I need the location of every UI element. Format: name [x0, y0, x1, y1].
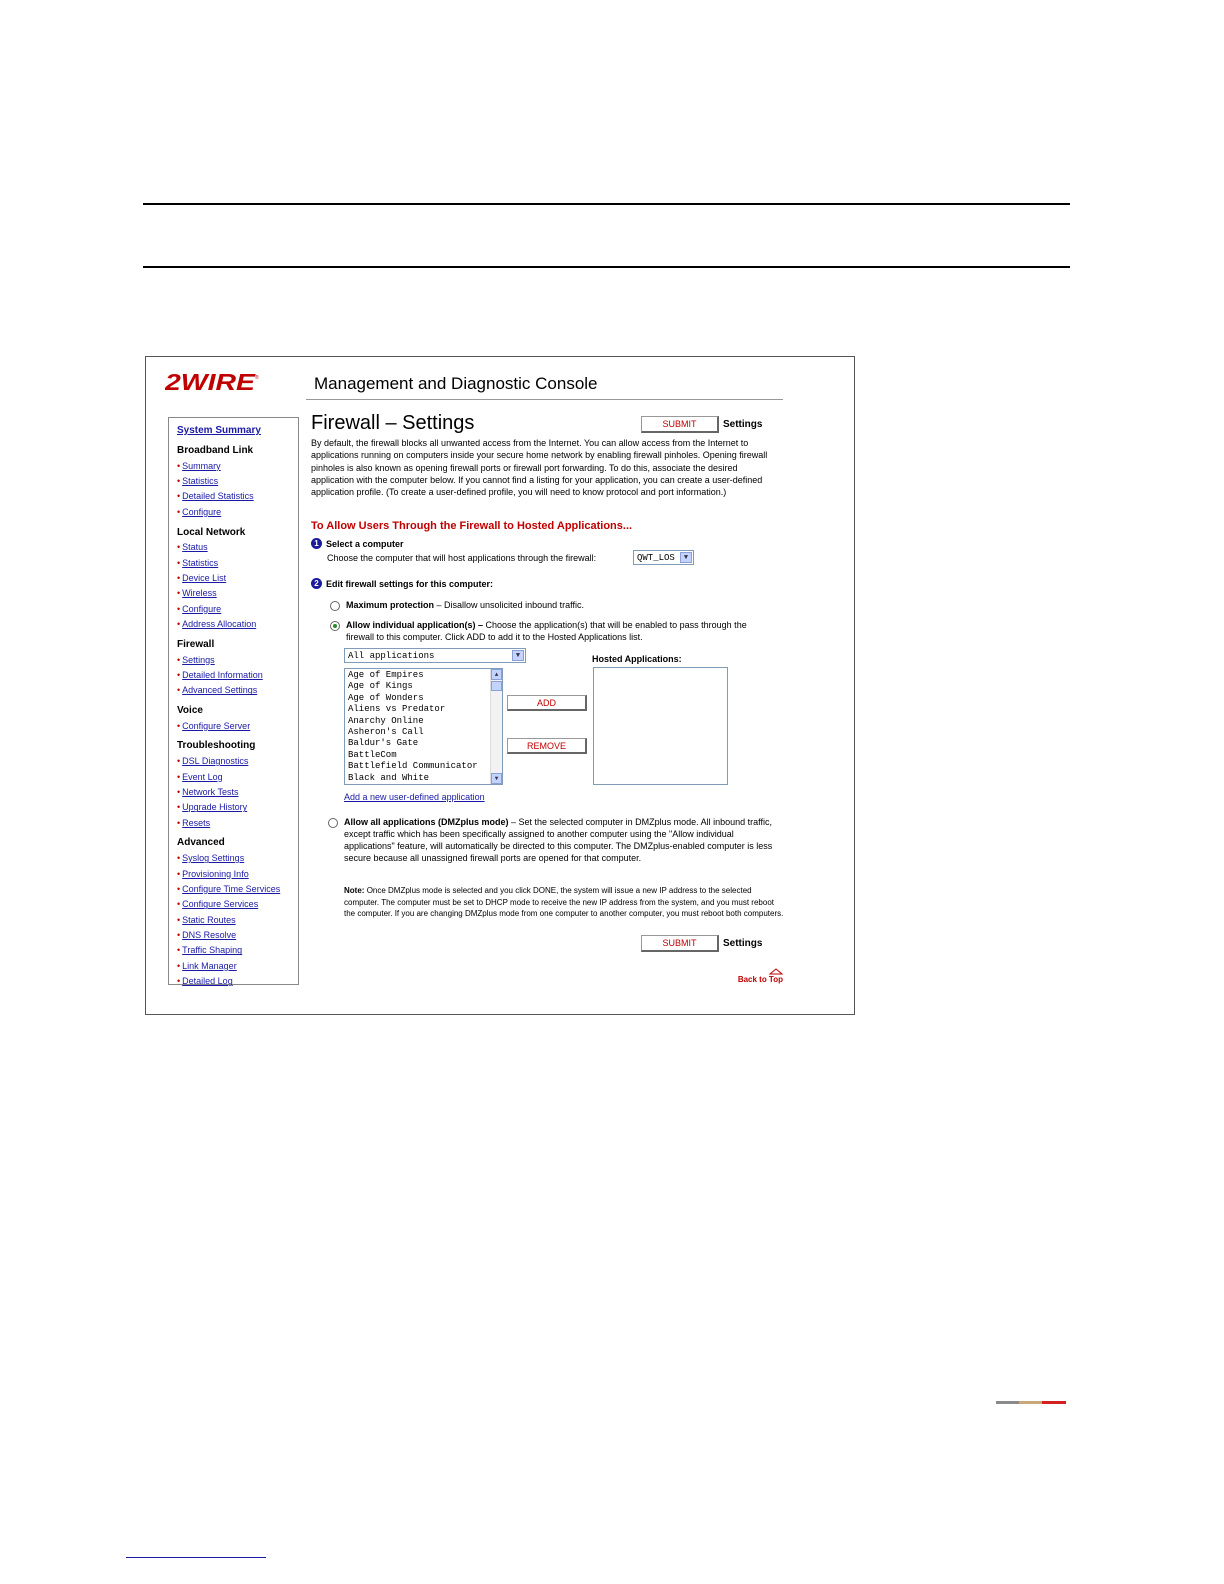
radio-dmzplus[interactable] — [328, 818, 338, 828]
submit-row-top — [641, 416, 762, 433]
hosted-apps-label: Hosted Applications: — [592, 654, 682, 664]
sidebar-item[interactable] — [177, 769, 298, 784]
application-option[interactable]: Age of Wonders — [348, 692, 424, 703]
sidebar-heading: Troubleshooting — [177, 740, 256, 752]
remove-button[interactable]: REMOVE — [507, 738, 587, 754]
sidebar-item-label[interactable]: Configure — [182, 506, 222, 517]
sidebar-item-label[interactable]: Provisioning Info — [182, 868, 249, 879]
step-1-number-icon: 1 — [311, 538, 322, 549]
hosted-applications-listbox[interactable] — [593, 667, 728, 785]
dmz-note — [344, 885, 784, 920]
sidebar-item[interactable] — [177, 800, 298, 815]
step-2-number-icon: 2 — [311, 578, 322, 589]
sidebar-item[interactable] — [177, 943, 298, 958]
sidebar-item-label[interactable]: Settings — [182, 654, 215, 665]
sidebar-item[interactable] — [177, 850, 298, 865]
sidebar-item-label[interactable]: Address Allocation — [182, 619, 257, 630]
back-to-top-link[interactable] — [711, 968, 783, 984]
sidebar-item[interactable] — [177, 683, 298, 698]
svg-text:®: ® — [255, 375, 259, 381]
bullet-icon: • — [177, 720, 181, 731]
sidebar-item-label[interactable]: Configure Services — [182, 899, 259, 910]
sidebar-item[interactable] — [177, 912, 298, 927]
bullet-icon: • — [177, 542, 181, 553]
applications-list — [345, 670, 502, 784]
note-label: Note: — [344, 886, 365, 895]
footer-color-segment — [996, 1401, 1019, 1404]
sidebar-item[interactable] — [177, 489, 298, 504]
sidebar-item-label[interactable]: Device List — [182, 573, 227, 584]
application-option[interactable]: Asheron's Call — [348, 726, 424, 737]
scroll-thumb[interactable] — [491, 681, 502, 691]
footnote-rule — [126, 1557, 266, 1558]
sidebar-item[interactable] — [177, 784, 298, 799]
bullet-icon: • — [177, 557, 181, 568]
step-1-heading — [311, 538, 404, 549]
application-option[interactable]: Battlefield Communicator — [348, 761, 478, 772]
submit-button-bottom[interactable]: SUBMIT — [641, 935, 719, 952]
console-title: Management and Diagnostic Console — [314, 374, 598, 393]
sidebar-item-label[interactable]: Statistics — [182, 557, 219, 568]
option-dmz-title: Allow all applications (DMZplus mode) — [344, 817, 509, 827]
bullet-icon: • — [177, 476, 181, 487]
sidebar-item-label[interactable]: Upgrade History — [182, 802, 248, 813]
app-filter-value: All applications — [348, 651, 435, 661]
sidebar-item[interactable] — [177, 570, 298, 585]
bullet-icon: • — [177, 685, 181, 696]
bullet-icon: • — [177, 853, 181, 864]
bullet-icon: • — [177, 960, 181, 971]
option-individual-title: Allow individual application(s) – — [346, 620, 484, 630]
bullet-icon: • — [177, 945, 181, 956]
sidebar-heading: Advanced — [177, 837, 225, 849]
sidebar-item[interactable] — [177, 815, 298, 830]
sidebar-system-summary-link[interactable]: System Summary — [177, 425, 261, 436]
application-option[interactable]: Age of Kings — [348, 681, 413, 692]
note-text: Once DMZplus mode is selected and you click DONE, the system will issue a new IP address to the selected computer. The computer must be set to DHCP mode to receive the new IP address from the system, and you must reboot the computer. If you are changing DMZplus mode from one computer to another computer, you must reboot both computers. — [344, 886, 784, 918]
bullet-icon: • — [177, 491, 181, 502]
option-max-desc: – Disallow unsolicited inbound traffic. — [436, 600, 584, 610]
computer-select[interactable] — [633, 550, 694, 565]
sidebar-item[interactable] — [177, 927, 298, 942]
sidebar-heading: Firewall — [177, 638, 215, 650]
application-option[interactable]: Age of Empires — [348, 670, 424, 680]
sidebar-item-label[interactable]: Status — [182, 542, 208, 553]
application-option[interactable]: BattleCom — [348, 749, 397, 760]
sidebar-item-label[interactable]: Traffic Shaping — [182, 945, 243, 956]
add-button[interactable]: ADD — [507, 695, 587, 711]
bullet-icon: • — [177, 868, 181, 879]
bullet-icon: • — [177, 654, 181, 665]
footer-color-segment — [1042, 1401, 1066, 1404]
intro-text: By default, the firewall blocks all unwanted access from the Internet. You can allow access from the Internet to applications running on computers inside your secure home network by enabling firewall pinholes. Opening firewall pinholes is also known as opening firewall ports or firewall port forwarding. To do this, associate the desired application with the computer below. If you cannot find a listing for your application, you can create a user-defined application profile. (To create a user-defined profile, you will need to know protocol and port information.) — [311, 438, 768, 498]
sidebar-item-label[interactable]: Configure Server — [182, 720, 251, 731]
chevron-down-icon[interactable]: ▼ — [512, 650, 524, 661]
sidebar-item-label[interactable]: DNS Resolve — [182, 930, 237, 941]
sidebar-heading: Broadband Link — [177, 445, 254, 456]
radio-maximum-protection[interactable] — [330, 601, 340, 611]
sidebar-item-label[interactable]: Wireless — [182, 588, 217, 599]
add-user-defined-app-link[interactable]: Add a new user-defined application — [344, 792, 485, 802]
sidebar-item-label[interactable]: Network Tests — [182, 786, 239, 797]
sidebar-item-label[interactable]: Configure Time Services — [182, 883, 281, 894]
sidebar-heading: Voice — [177, 705, 203, 717]
sidebar-item[interactable] — [177, 974, 298, 989]
svg-text:2WIRE: 2WIRE — [165, 371, 256, 393]
sidebar-item-label[interactable]: Statistics — [182, 476, 219, 487]
sidebar-item-label[interactable]: Advanced Settings — [182, 685, 258, 696]
scroll-up-icon[interactable]: ▲ — [491, 669, 502, 680]
sidebar-item[interactable] — [177, 866, 298, 881]
sidebar-item-label[interactable]: Detailed Information — [182, 669, 263, 680]
option-individual-text — [346, 619, 776, 643]
sidebar-item-label[interactable]: Configure — [182, 603, 222, 614]
option-individual-desc: Choose the application(s) that will be enabled to pass through the firewall to this computer. Click ADD to add it to the Hosted Applications list. — [346, 620, 747, 642]
sidebar-nav — [168, 417, 299, 985]
back-to-top-icon — [769, 968, 783, 975]
sidebar-item-label[interactable]: Static Routes — [182, 914, 236, 925]
sidebar-item-label[interactable]: Detailed Log — [182, 976, 233, 987]
2wire-logo-icon — [165, 371, 261, 393]
computer-select-value: QWT_LOS — [637, 553, 675, 563]
sidebar-item-label[interactable]: Event Log — [182, 771, 223, 782]
option-max-text — [346, 599, 584, 611]
sidebar-item-label[interactable]: Detailed Statistics — [182, 491, 254, 502]
bullet-icon: • — [177, 786, 181, 797]
applications-listbox[interactable] — [344, 668, 503, 785]
app-filter-select[interactable] — [344, 648, 526, 663]
back-to-top-label: Back to Top — [737, 975, 783, 984]
sidebar-item[interactable] — [177, 458, 298, 473]
sidebar-item-label[interactable]: DSL Diagnostics — [182, 756, 249, 767]
chevron-down-icon[interactable]: ▼ — [680, 552, 692, 563]
bullet-icon: • — [177, 883, 181, 894]
sidebar-item-label[interactable]: Resets — [182, 817, 211, 828]
submit-settings-label: Settings — [723, 419, 763, 430]
sidebar-item[interactable] — [177, 897, 298, 912]
screenshot-frame — [145, 356, 855, 1015]
step-2-heading — [311, 578, 493, 589]
sidebar-item[interactable] — [177, 718, 298, 733]
sidebar-item[interactable] — [177, 473, 298, 488]
header-rule-bottom — [143, 266, 1070, 268]
option-dmz-text — [344, 816, 778, 864]
sidebar-item[interactable] — [177, 504, 298, 519]
bullet-icon: • — [177, 573, 181, 584]
bullet-icon: • — [177, 619, 181, 630]
bullet-icon: • — [177, 930, 181, 941]
sidebar-item[interactable] — [177, 667, 298, 682]
application-option[interactable]: Anarchy Online — [348, 715, 424, 726]
radio-allow-individual[interactable] — [330, 621, 340, 631]
bullet-icon: • — [177, 817, 181, 828]
sidebar-item-label[interactable]: Summary — [182, 460, 221, 471]
bullet-icon: • — [177, 976, 181, 987]
sidebar-item-label[interactable]: Link Manager — [182, 960, 237, 971]
sidebar-item[interactable] — [177, 753, 298, 768]
submit-row-bottom — [641, 935, 762, 952]
option-dmz-desc: – Set the selected computer in DMZplus mode. All inbound traffic, except traffic which has been specifically assigned to another computer using the "Allow individual applications" feature, will automatically be directed to this computer. The DMZplus-enabled computer is less secure because all unassigned firewall ports are opened for that computer. — [344, 817, 773, 863]
footer-color-segment — [1019, 1401, 1042, 1404]
option-max-title: Maximum protection — [346, 600, 435, 610]
application-option[interactable]: Aliens vs Predator — [348, 704, 446, 715]
step-2-title: Edit firewall settings for this computer: — [326, 578, 494, 589]
header-rule-top — [143, 203, 1070, 205]
section-heading: To Allow Users Through the Firewall to Hosted Applications... — [311, 520, 633, 532]
bullet-icon: • — [177, 669, 181, 680]
submit-button-top[interactable]: SUBMIT — [641, 416, 719, 433]
bullet-icon: • — [177, 506, 181, 517]
page-title: Firewall – Settings — [311, 412, 475, 434]
applications-scrollbar[interactable] — [490, 669, 502, 784]
step-1-text: Choose the computer that will host applications through the firewall: — [327, 553, 597, 563]
bullet-icon: • — [177, 460, 181, 471]
application-option[interactable]: Baldur's Gate — [348, 738, 419, 749]
sidebar-item[interactable] — [177, 555, 298, 570]
bullet-icon: • — [177, 914, 181, 925]
sidebar-item[interactable] — [177, 586, 298, 601]
bullet-icon: • — [177, 603, 181, 614]
step-1-title: Select a computer — [326, 538, 404, 549]
bullet-icon: • — [177, 899, 181, 910]
sidebar-item[interactable] — [177, 881, 298, 896]
sidebar-heading: Local Network — [177, 526, 246, 538]
bullet-icon: • — [177, 771, 181, 782]
sidebar-item-label[interactable]: Syslog Settings — [182, 853, 245, 864]
sidebar-item[interactable] — [177, 540, 298, 555]
brand-logo — [165, 371, 261, 398]
sidebar-item[interactable] — [177, 601, 298, 616]
bullet-icon: • — [177, 756, 181, 767]
scroll-down-icon[interactable]: ▼ — [491, 773, 502, 784]
sidebar-item[interactable] — [177, 652, 298, 667]
sidebar-item[interactable] — [177, 617, 298, 632]
application-option[interactable]: Black and White — [348, 772, 430, 783]
bullet-icon: • — [177, 802, 181, 813]
title-divider — [306, 399, 783, 400]
bullet-icon: • — [177, 588, 181, 599]
sidebar-item[interactable] — [177, 958, 298, 973]
submit-settings-label-bottom: Settings — [723, 938, 763, 949]
